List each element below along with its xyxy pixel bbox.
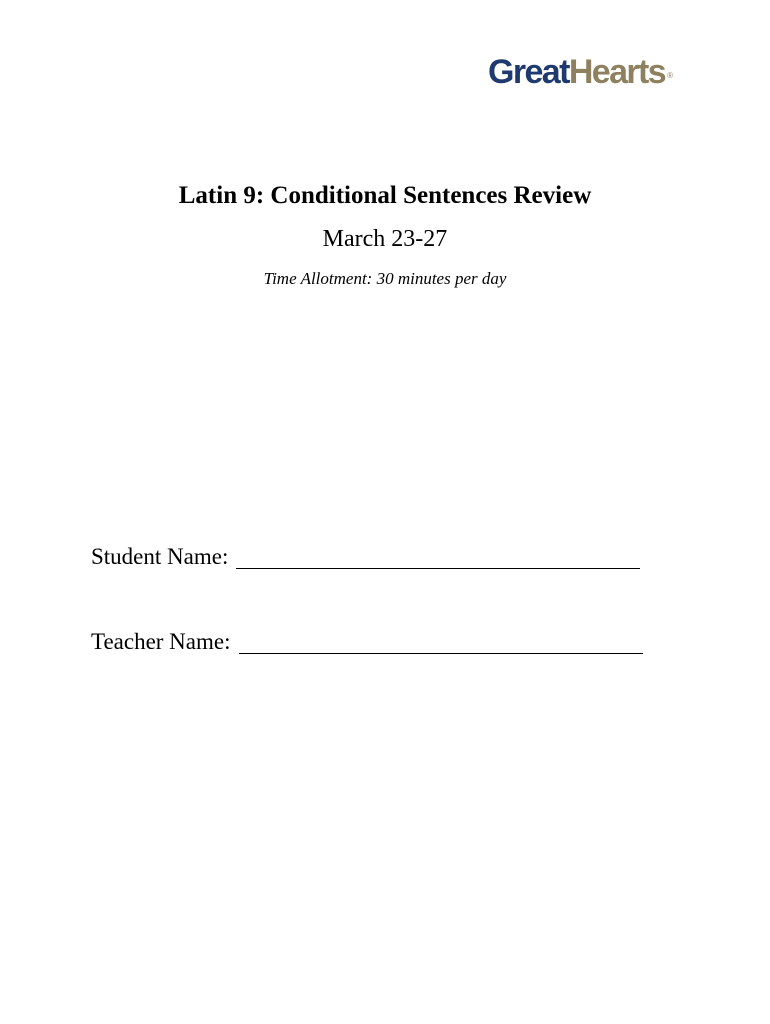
teacher-name-label: Teacher Name: [91,629,231,654]
student-name-row [91,542,640,572]
document-date: March 23-27 [322,226,448,252]
teacher-name-row [91,627,643,657]
registered-mark: ® [667,71,673,80]
student-name-label: Student Name: [91,544,229,569]
logo-text-hearts: Hearts [568,53,666,91]
time-allotment: Time Allotment: 30 minutes per day [263,269,507,288]
greathearts-logo [488,52,671,92]
logo-text-great: Great [488,53,569,91]
student-name-blank[interactable] [236,546,640,569]
teacher-name-blank[interactable] [239,631,643,654]
document-title: Latin 9: Conditional Sentences Review [178,182,592,209]
